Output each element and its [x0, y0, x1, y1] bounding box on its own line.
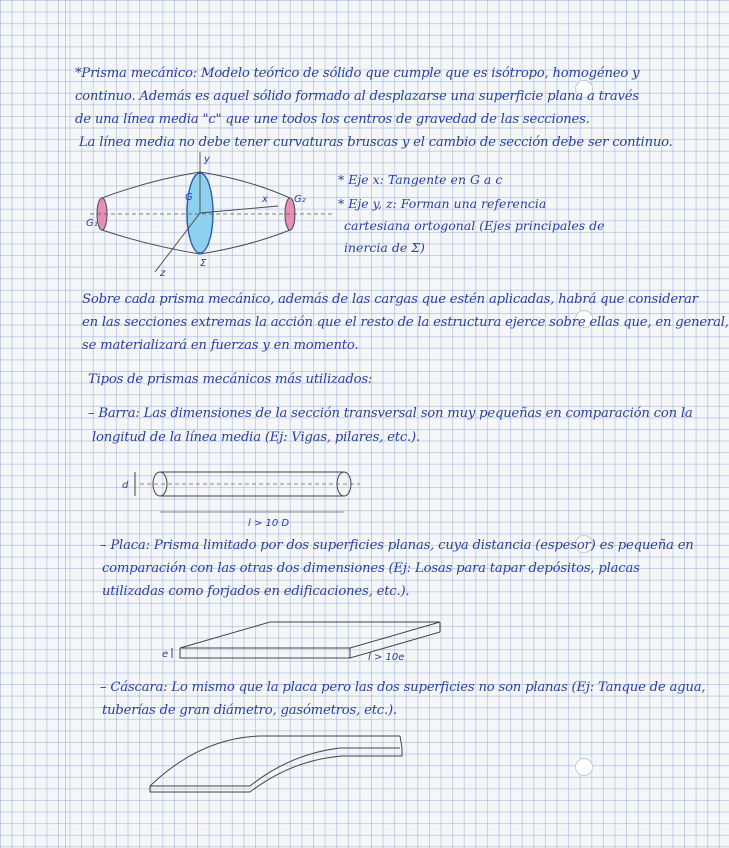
g1-label: G₁: [86, 218, 98, 229]
margin-line: [65, 0, 66, 848]
x-axis-label: x: [262, 194, 268, 205]
shell-right-edge: [400, 736, 402, 748]
shell-diagram: [140, 730, 430, 810]
text-line: utilizadas como forjados en edificaciones, etc.).: [102, 584, 410, 599]
z-axis-label: z: [160, 268, 166, 279]
centroid-label: G: [185, 192, 193, 203]
plate-length-label: l > 10e: [368, 652, 405, 663]
shell-front-edge: [150, 748, 400, 786]
binder-hole: [575, 758, 593, 776]
text-line: *Prisma mecánico: Modelo teórico de sólido que cumple que es isótropo, homogéneo y: [75, 66, 640, 81]
text-line: – Placa: Prisma limitado por dos superficies planas, cuya distancia (espesor) es pequeña en: [100, 538, 694, 553]
text-line: comparación con las otras dos dimensiones (Ej: Losas para tapar depósitos, placas: [102, 561, 640, 576]
length-label: l > 10 D: [248, 518, 290, 529]
text-line: La línea media no debe tener curvaturas bruscas y el cambio de sección debe ser continuo.: [79, 135, 673, 150]
plate-diagram: [160, 612, 460, 672]
text-line: en las secciones extremas la acción que el resto de la estructura ejerce sobre ellas que, en general,: [82, 315, 729, 330]
note-line: * Eje y, z: Forman una referencia: [338, 196, 547, 211]
shell-thickness: [150, 748, 402, 792]
text-line: – Barra: Las dimensiones de la sección transversal son muy pequeñas en comparación con la: [88, 406, 693, 421]
plate-front-face: [180, 648, 350, 658]
text-line: longitud de la línea media (Ej: Vigas, pilares, etc.).: [92, 430, 420, 445]
types-heading: Tipos de prismas mecánicos más utilizados:: [88, 372, 373, 387]
text-line: – Cáscara: Lo mismo que la placa pero las dos superficies no son planas (Ej: Tanque de agua,: [100, 680, 706, 695]
note-line: cartesiana ortogonal (Ejes principales de: [344, 218, 605, 233]
text-line: Sobre cada prisma mecánico, además de las cargas que estén aplicadas, habrá que considerar: [82, 292, 698, 307]
sigma-label: Σ: [200, 258, 207, 269]
note-line: inercia de Σ): [344, 240, 425, 255]
note-line: * Eje x: Tangente en G a c: [338, 172, 503, 187]
y-axis-label: y: [204, 154, 210, 165]
text-line: de una línea media "c" que une todos los centros de gravedad de las secciones.: [75, 112, 590, 127]
diameter-label: d: [122, 480, 129, 491]
text-line: continuo. Además es aquel sólido formado al desplazarse una superficie plana a través: [75, 89, 639, 104]
shell-back-edge: [150, 736, 400, 786]
prism-diagram: [80, 150, 340, 285]
plate-top-face: [180, 622, 440, 648]
text-line: tuberías de gran diámetro, gasómetros, etc.).: [102, 703, 397, 718]
thickness-label: e: [162, 649, 169, 660]
bar-diagram: [110, 460, 370, 532]
text-line: se materializará en fuerzas y en momento.: [82, 338, 359, 353]
g2-label: G₂: [294, 194, 306, 205]
